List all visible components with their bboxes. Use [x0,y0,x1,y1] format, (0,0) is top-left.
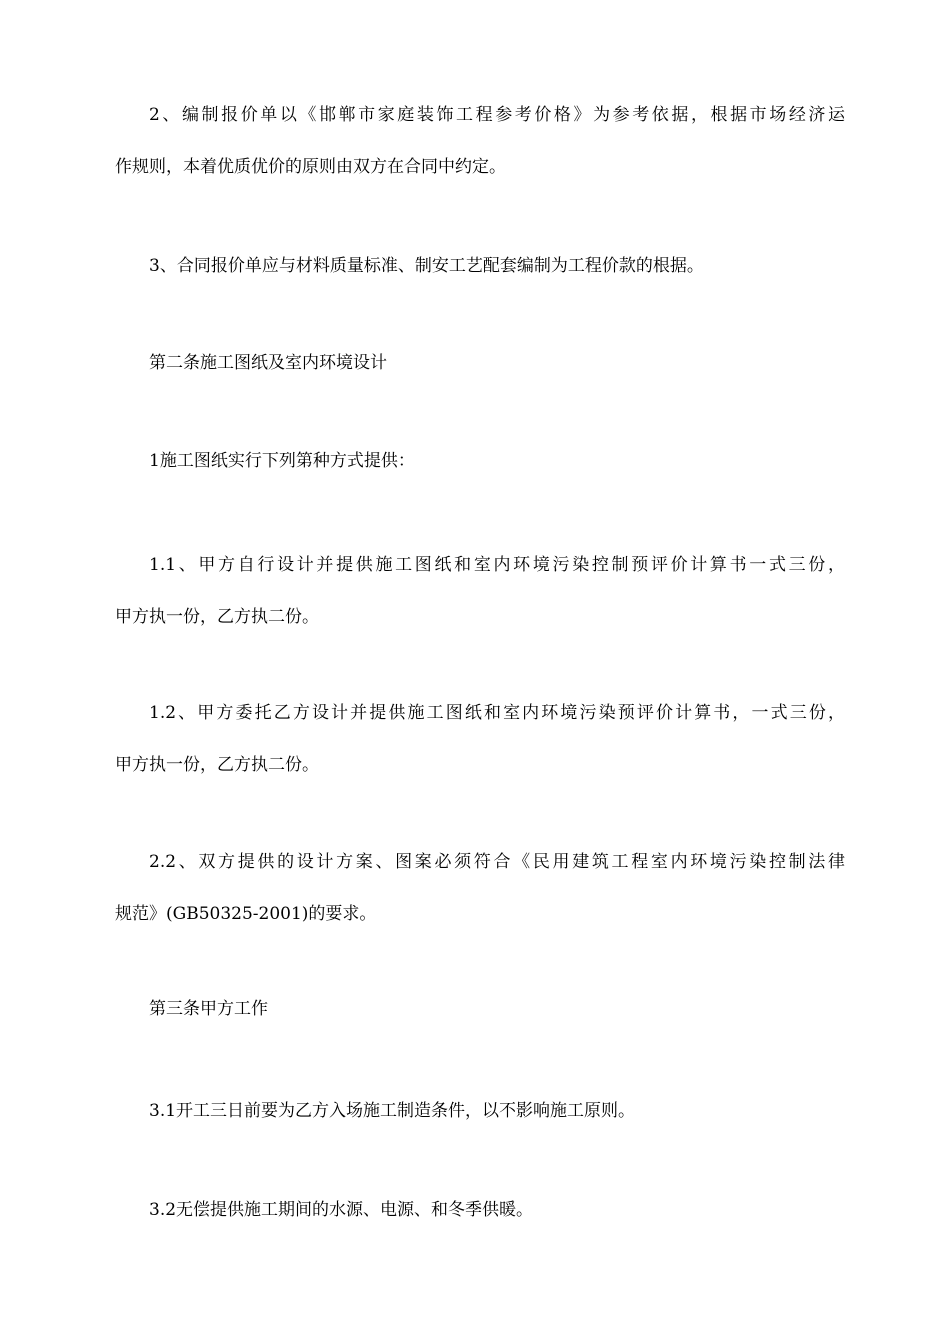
paragraph-line: 2.2、双方提供的设计方案、图案必须符合《民用建筑工程室内环境污染控制法律 [149,852,845,872]
paragraph-line: 甲方执一份，乙方执二份。 [115,607,319,627]
paragraph-line: 规范》(GB50325-2001)的要求。 [115,904,377,924]
paragraph-line: 3、合同报价单应与材料质量标准、制安工艺配套编制为工程价款的根据。 [149,256,704,276]
paragraph-line: 3.1开工三日前要为乙方入场施工制造条件，以不影响施工原则。 [149,1101,636,1121]
paragraph-line: 2、编制报价单以《邯郸市家庭装饰工程参考价格》为参考依据，根据市场经济运 [149,105,845,125]
paragraph-line: 1施工图纸实行下列第种方式提供： [149,451,415,471]
paragraph-line: 第三条甲方工作 [149,999,268,1019]
paragraph-line: 1.1、甲方自行设计并提供施工图纸和室内环境污染控制预评价计算书一式三份， [149,555,845,575]
paragraph-line: 作规则，本着优质优价的原则由双方在合同中约定。 [115,157,506,177]
paragraph-1-1 [115,539,845,643]
paragraph-line: 3.2无偿提供施工期间的水源、电源、和冬季供暖。 [149,1200,534,1220]
paragraph-quote-basis [115,240,845,292]
paragraph-3-2 [115,1184,845,1236]
paragraph-line: 第二条施工图纸及室内环境设计 [149,353,387,373]
paragraph-1-2 [115,687,845,791]
paragraph-pricing-basis [115,89,845,193]
paragraph-line: 甲方执一份，乙方执二份。 [115,755,319,775]
paragraph-drawings-provision [115,435,845,487]
paragraph-2-2 [115,836,845,940]
paragraph-3-1 [115,1085,845,1137]
paragraph-line: 1.2、甲方委托乙方设计并提供施工图纸和室内环境污染预评价计算书，一式三份， [149,703,845,723]
heading-article-2 [115,337,845,389]
heading-article-3 [115,983,845,1035]
